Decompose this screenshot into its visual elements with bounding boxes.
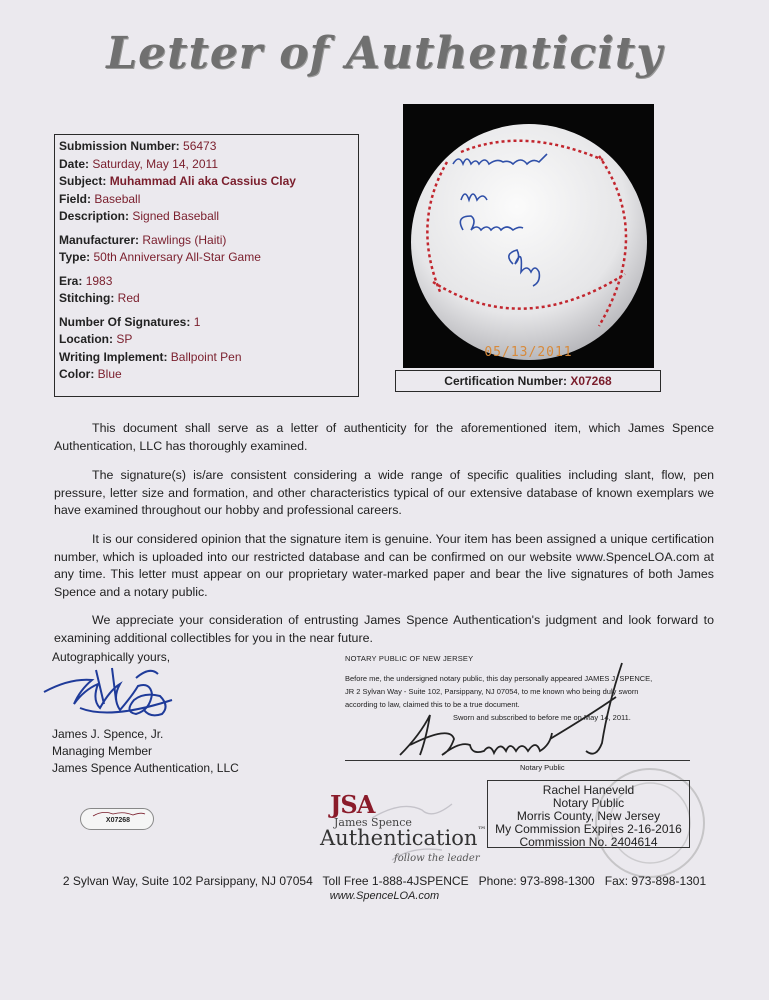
photo-date-stamp: 05/13/2011 [484, 345, 573, 360]
era-label: Era: [59, 273, 83, 288]
paragraph-4: We appreciate your consideration of entrusting James Spence Authentication's judgment and look forward to examining additional collectibles for you in the near future. [54, 613, 714, 645]
notary-sworn-line: Sworn and subscribed to before me on May 14, 2011. [453, 713, 631, 722]
num-signatures-label: Number Of Signatures: [59, 314, 191, 329]
writing-implement-row [59, 349, 354, 367]
paragraph-3: It is our considered opinion that the signature item is genuine. Your item has been assigned a unique certification number, which is uploaded into our restricted database and can be confirmed on our website www.SpenceLOA.com at any time. This letter must appear on our proprietary water-marked paper and bear the live signatures of both James Spence and a notary public. [54, 532, 714, 599]
spence-signature [40, 660, 190, 725]
color-label: Color: [59, 367, 95, 381]
notary-signature [390, 655, 630, 765]
location-row [59, 331, 354, 349]
num-signatures-row [59, 314, 354, 332]
paragraph-1: This document shall serve as a letter of authenticity for the aforementioned item, which James Spence Authentication, LLC has thoroughly examined. [54, 421, 714, 453]
jsa-mark: JSA [330, 790, 375, 819]
sticker-number: X07268 [105, 817, 131, 824]
notary-signature-line [345, 760, 690, 761]
stitching-label: Stitching: [59, 291, 115, 305]
notary-stamp-commission: Commission No. 2404614 [519, 835, 658, 849]
submission-number-row [59, 138, 354, 156]
notary-heading: NOTARY PUBLIC OF NEW JERSEY [345, 654, 474, 663]
paragraph-2: The signature(s) is/are consistent considering a wide range of specific qualities including slant, flow, pen pressure, letter size and formation, and other characteristics typical of our extensive database of known exemplars we have examined throughout our hobby and professional careers. [54, 468, 714, 517]
trademark-mark: ™ [477, 826, 487, 836]
submission-number-value: 56473 [183, 139, 217, 153]
jsa-name: James Spence [334, 816, 412, 829]
jsa-logo [312, 790, 487, 870]
jsa-tagline: follow the leader [394, 853, 480, 864]
subject-label: Subject: [59, 174, 107, 188]
notary-stamp-county: Morris County, New Jersey [516, 809, 661, 823]
closing-salutation: Autographically yours, [52, 650, 171, 664]
description-row [59, 208, 354, 226]
document-title: Letter of Authenticity [106, 28, 663, 79]
baseball-photo [403, 104, 654, 368]
manufacturer-value: Rawlings (Haiti) [142, 232, 227, 247]
signer-name: James J. Spence, Jr. [52, 727, 164, 741]
type-label: Type: [59, 250, 91, 264]
date-row [59, 156, 354, 174]
field-value: Baseball [94, 191, 141, 206]
certification-label: Certification Number: [444, 374, 567, 388]
notary-stamp-expiry: My Commission Expires 2-16-2016 [495, 822, 682, 836]
type-value: 50th Anniversary All-Star Game [93, 250, 261, 264]
field-row [59, 191, 354, 209]
type-row [59, 249, 354, 267]
description-value: Signed Baseball [132, 209, 220, 223]
location-label: Location: [59, 332, 113, 346]
stitching-value: Red [117, 291, 140, 305]
jsa-authentication-text: Authentication [320, 826, 478, 850]
notary-statement-body: Before me, the undersigned notary public, this day personally appeared JAMES J. SPENCE, JR 2 Sylvan Way - Suite 102, Parsippany, NJ 07054, to me known who being duly sworn according to law, claimed this to be a true document. [345, 674, 653, 709]
location-value: SP [116, 332, 133, 346]
signer-company: James Spence Authentication, LLC [52, 761, 239, 775]
color-row [59, 366, 354, 384]
manufacturer-row [59, 232, 354, 250]
subject-value: Muhammad Ali aka Cassius Clay [109, 174, 296, 188]
stitching-row [59, 290, 354, 308]
hologram-sticker [80, 808, 154, 830]
date-value: Saturday, May 14, 2011 [92, 156, 218, 171]
field-label: Field: [59, 191, 91, 206]
num-signatures-value: 1 [193, 314, 201, 329]
era-value: 1983 [85, 273, 113, 288]
footer-address: 2 Sylvan Way, Suite 102 Parsippany, NJ 07054 [62, 874, 313, 888]
notary-signature-label: Notary Public [520, 763, 565, 772]
item-details-box [54, 134, 359, 397]
footer-phone: Phone: 973-898-1300 [478, 874, 595, 888]
subject-row [59, 173, 354, 191]
jsa-authentication [320, 826, 486, 850]
date-label: Date: [59, 156, 90, 171]
footer-contact [0, 874, 769, 888]
baseball-image [403, 104, 654, 368]
notary-stamp-name: Rachel Haneveld [542, 783, 635, 797]
era-row [59, 273, 354, 291]
footer-toll-free: Toll Free 1-888-4JSPENCE [322, 874, 469, 888]
certification-box [395, 370, 661, 392]
manufacturer-label: Manufacturer: [59, 232, 140, 247]
footer-website[interactable]: www.SpenceLOA.com [329, 890, 440, 902]
footer-fax: Fax: 973-898-1301 [604, 874, 707, 888]
writing-implement-label: Writing Implement: [59, 349, 168, 364]
submission-number-label: Submission Number: [59, 139, 180, 153]
signer-role: Managing Member [52, 744, 153, 758]
notary-stamp-title: Notary Public [552, 796, 625, 810]
color-value: Blue [97, 367, 122, 381]
notary-stamp [487, 780, 690, 848]
writing-implement-value: Ballpoint Pen [170, 349, 242, 364]
certification-number: X07268 [570, 374, 612, 388]
description-label: Description: [59, 209, 130, 223]
